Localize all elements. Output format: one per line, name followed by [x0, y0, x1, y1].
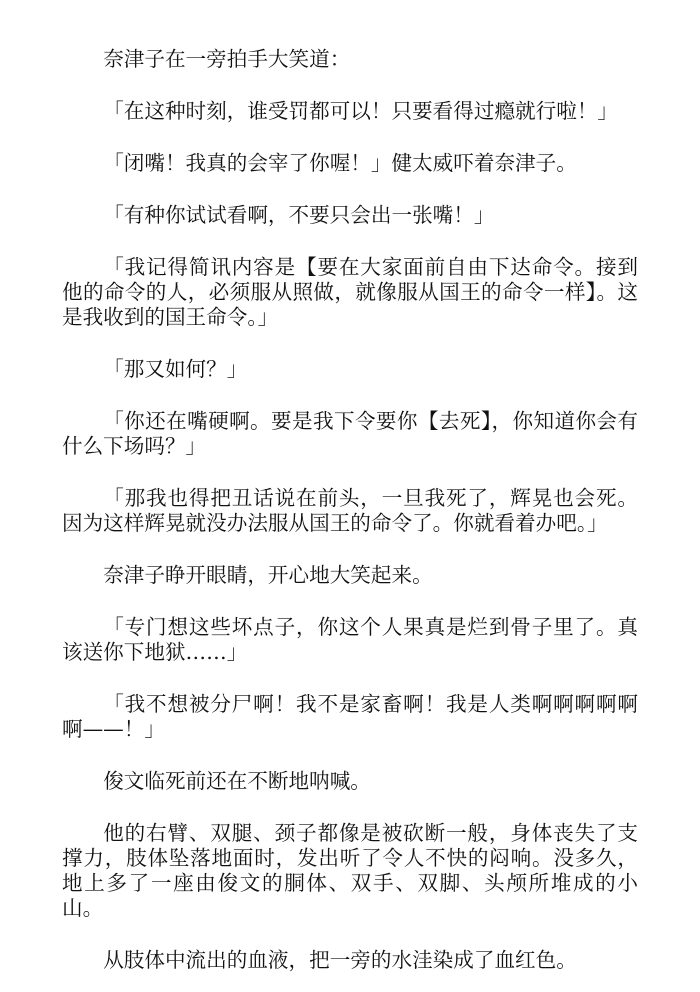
paragraph-10: 「专门想这些坏点子，你这个人果真是烂到骨子里了。真该送你下地狱……」: [62, 615, 638, 664]
paragraph-3: 「闭嘴！我真的会宰了你喔！」健太威吓着奈津子。: [103, 151, 577, 175]
paragraph-1: 奈津子在一旁拍手大笑道：: [103, 47, 351, 71]
paragraph-12: 俊文临死前还在不断地呐喊。: [103, 769, 371, 793]
paragraph-5: 「我记得简讯内容是【要在大家面前自由下达命令。接到他的命令的人，必须服从照做，就像服从国王的命令一样】。这是我收到的国王命令。」: [62, 255, 638, 329]
paragraph-8: 「那我也得把丑话说在前头，一旦我死了，辉晃也会死。因为这样辉晃就没办法服从国王的命令了。你就看着办吧。」: [62, 486, 638, 535]
paragraph-11: 「我不想被分尸啊！我不是家畜啊！我是人类啊啊啊啊啊啊——！」: [62, 692, 638, 741]
paragraph-14: 从肢体中流出的血液，把一旁的水洼染成了血红色。: [103, 948, 577, 972]
paragraph-2: 「在这种时刻，谁受罚都可以！只要看得过瘾就行啦！」: [103, 99, 619, 123]
paragraph-9: 奈津子睁开眼睛，开心地大笑起来。: [103, 563, 433, 587]
paragraph-6: 「那又如何？」: [103, 357, 248, 381]
paragraph-4: 「有种你试试看啊，不要只会出一张嘴！」: [103, 203, 495, 227]
paragraph-7: 「你还在嘴硬啊。要是我下令要你【去死】，你知道你会有什么下场吗？」: [62, 409, 638, 458]
paragraph-13: 他的右臂、双腿、颈子都像是被砍断一般，身体丧失了支撑力，肢体坠落地面时，发出听了令人不快的闷响。没多久，地上多了一座由俊文的胴体、双手、双脚、头颅所堆成的小山。: [62, 821, 638, 920]
